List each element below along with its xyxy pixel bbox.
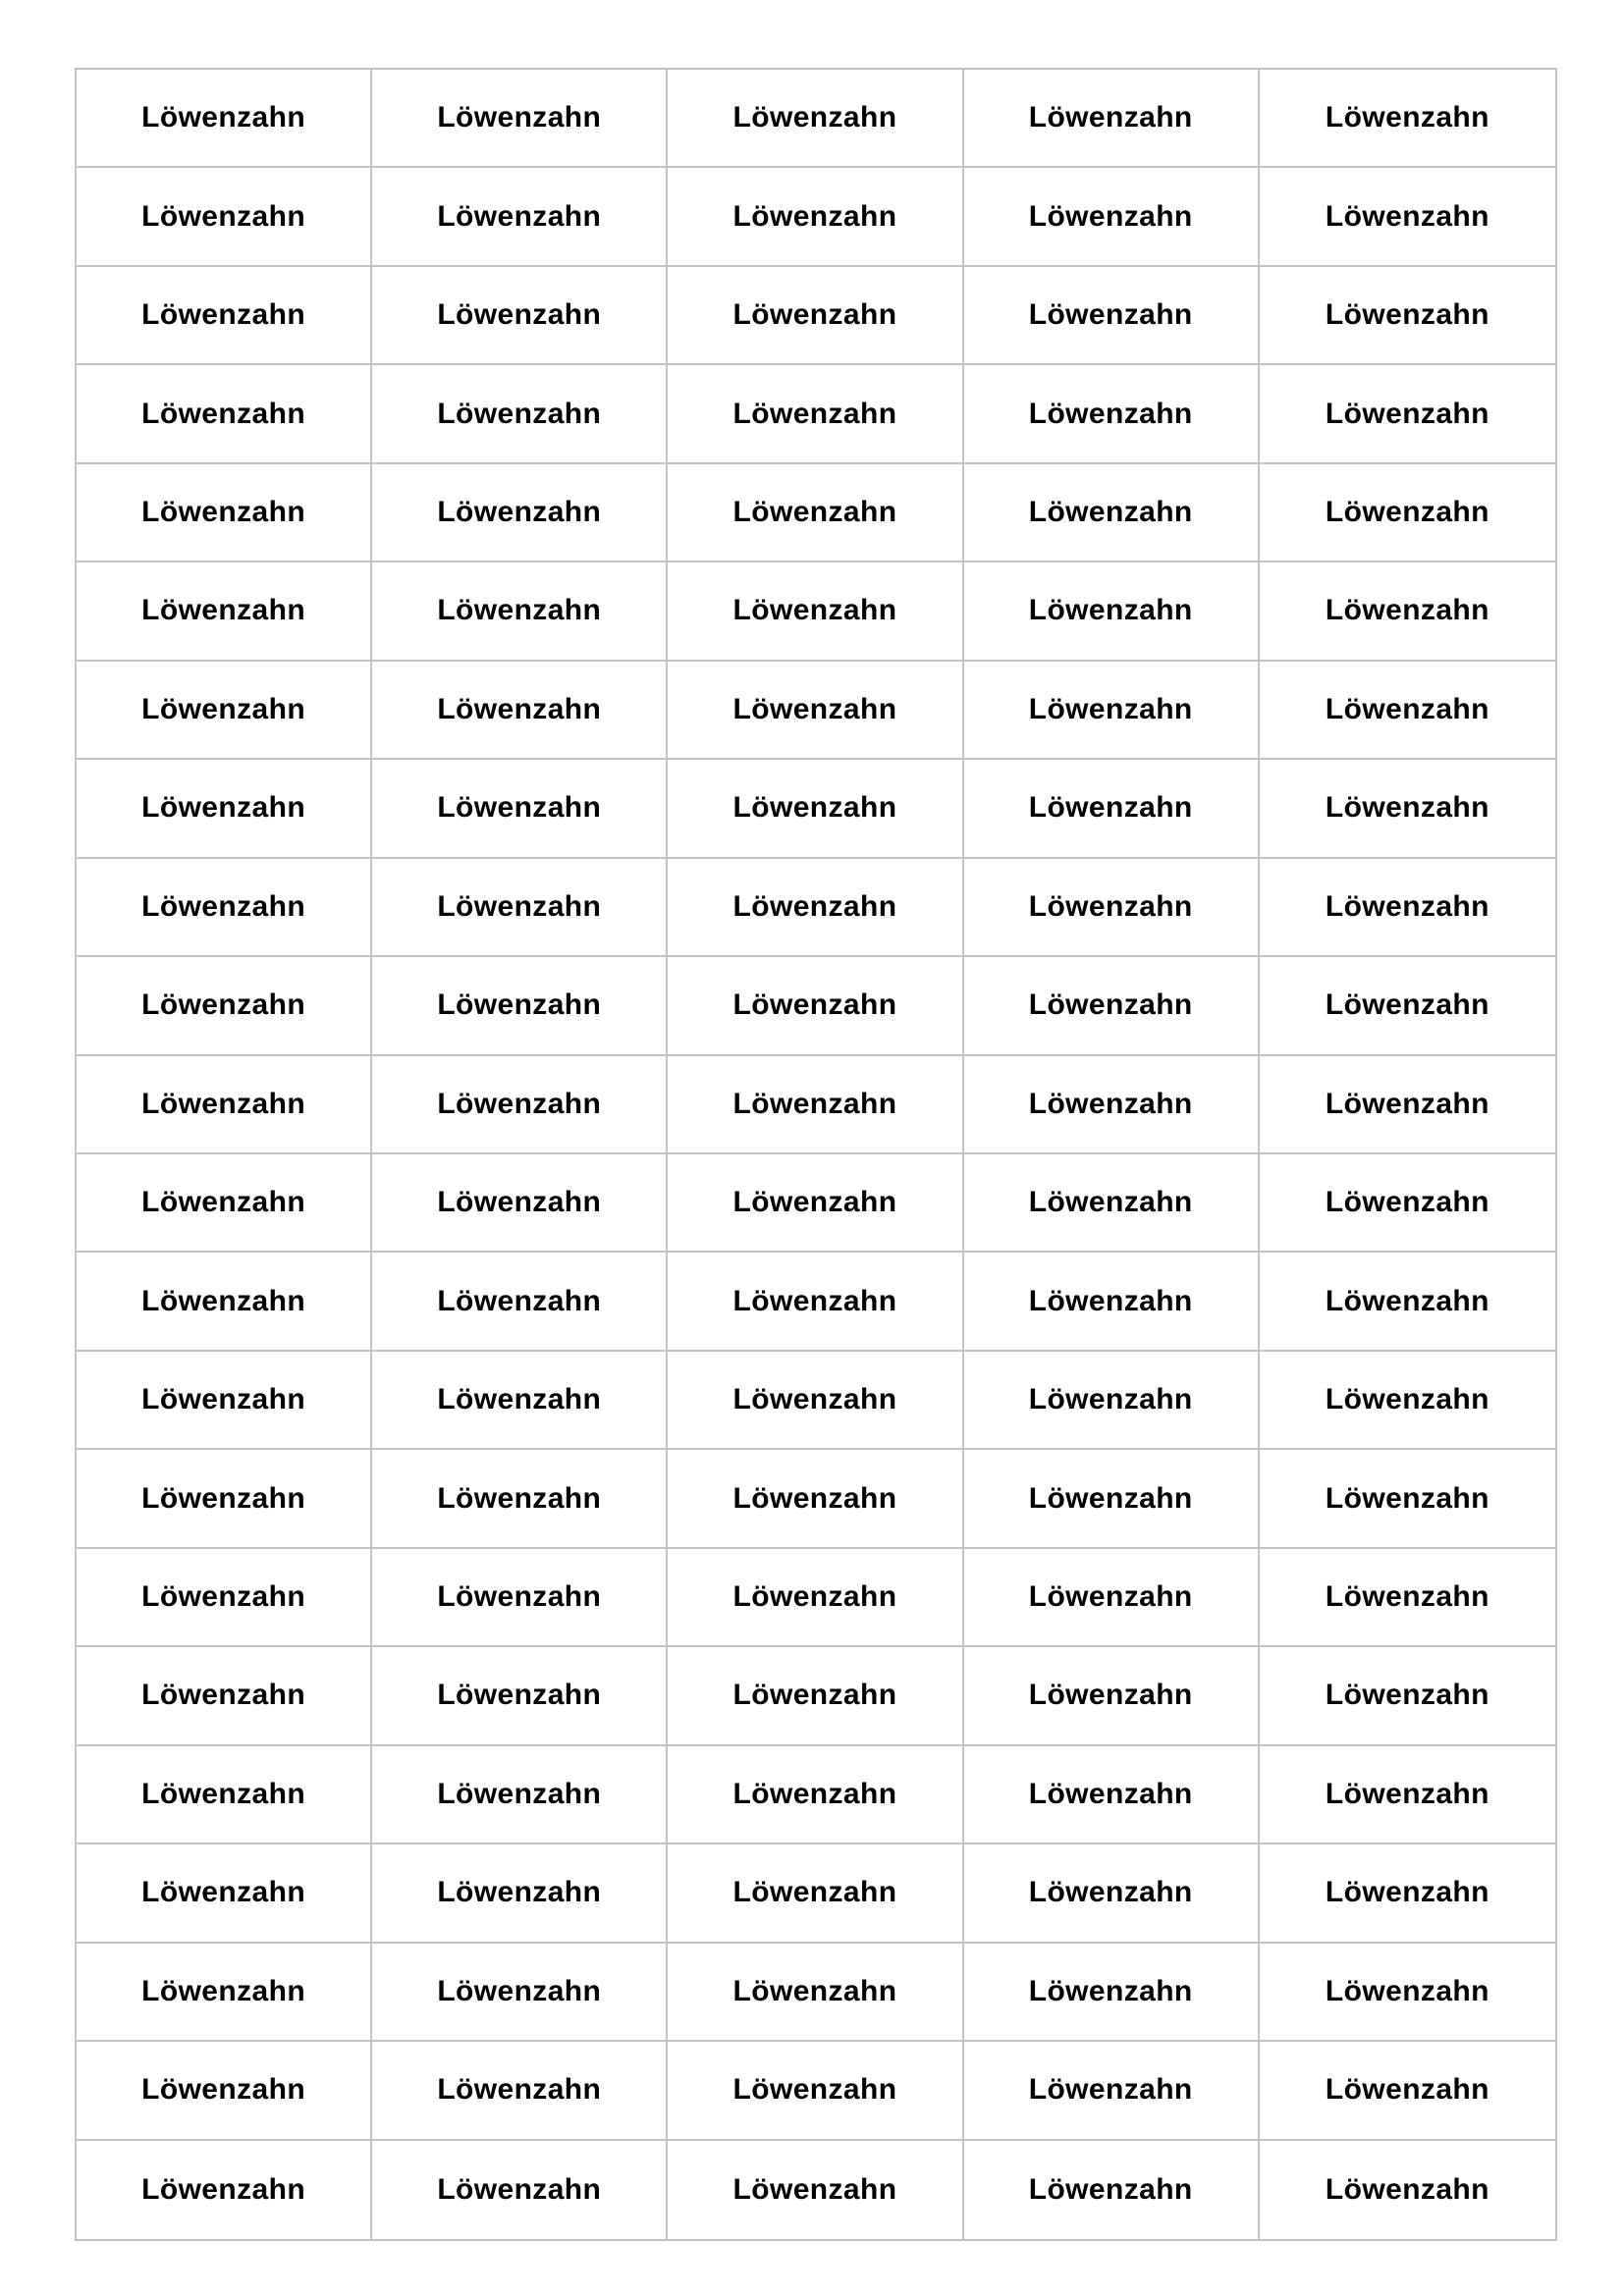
table-cell-label: Löwenzahn [1260,1056,1555,1154]
table-cell-label: Löwenzahn [372,1944,668,2042]
table-cell-label: Löwenzahn [372,760,668,858]
table-cell-label: Löwenzahn [964,859,1260,957]
table-cell-label: Löwenzahn [964,2141,1260,2239]
table-cell-label: Löwenzahn [1260,1549,1555,1647]
table-cell-label: Löwenzahn [1260,1450,1555,1548]
table-cell-label: Löwenzahn [1260,1844,1555,1943]
table-cell-label: Löwenzahn [77,1944,372,2042]
table-cell-label: Löwenzahn [964,1647,1260,1745]
table-cell-label: Löwenzahn [372,1844,668,1943]
table-cell-label: Löwenzahn [77,365,372,463]
table-cell-label: Löwenzahn [372,1056,668,1154]
table-cell-label: Löwenzahn [77,1647,372,1745]
table-cell-label: Löwenzahn [1260,760,1555,858]
table-cell-label: Löwenzahn [372,1450,668,1548]
table-cell-label: Löwenzahn [668,70,963,168]
table-cell-label: Löwenzahn [964,464,1260,562]
table-cell-label: Löwenzahn [668,168,963,266]
table-cell-label: Löwenzahn [77,1253,372,1351]
table-cell-label: Löwenzahn [77,662,372,760]
table-cell-label: Löwenzahn [77,1549,372,1647]
table-cell-label: Löwenzahn [1325,2172,1489,2206]
table-cell-label: Löwenzahn [1260,365,1555,463]
table-cell-label: Löwenzahn [77,1056,372,1154]
table-cell-label: Löwenzahn [964,168,1260,266]
table-cell-label: Löwenzahn [668,2042,963,2140]
table-cell-label: Löwenzahn [668,957,963,1055]
table-cell-label: Löwenzahn [964,1944,1260,2042]
table-cell-label: Löwenzahn [1260,464,1555,562]
table-cell-label: Löwenzahn [964,957,1260,1055]
table-cell-label: Löwenzahn [77,70,372,168]
table-cell-label: Löwenzahn [668,365,963,463]
table-cell-label: Löwenzahn [372,1647,668,1745]
table-cell-label: Löwenzahn [964,1352,1260,1450]
table-cell-label: Löwenzahn [372,2141,668,2239]
table-cell-label: Löwenzahn [1260,859,1555,957]
table-cell-label: Löwenzahn [1260,1944,1555,2042]
table-cell-label: Löwenzahn [77,1450,372,1548]
table-cell-label: Löwenzahn [1260,1253,1555,1351]
table-cell-label: Löwenzahn [668,1647,963,1745]
table-cell-label: Löwenzahn [77,859,372,957]
table-cell-label: Löwenzahn [77,2141,372,2239]
table-cell-label: Löwenzahn [77,760,372,858]
table-cell-label: Löwenzahn [1260,1746,1555,1844]
table-cell-label: Löwenzahn [77,957,372,1055]
table-cell-label: Löwenzahn [372,1549,668,1647]
table-cell-label: Löwenzahn [964,1450,1260,1548]
table-cell-label: Löwenzahn [1260,168,1555,266]
table-cell-label: Löwenzahn [77,267,372,365]
table-cell-label: Löwenzahn [372,168,668,266]
table-cell-label: Löwenzahn [1260,1154,1555,1253]
table-cell-label: Löwenzahn [668,859,963,957]
table-cell-label: Löwenzahn [372,1352,668,1450]
table-cell-label: Löwenzahn [372,562,668,661]
table-cell-label: Löwenzahn [372,464,668,562]
table-cell-label: Löwenzahn [668,464,963,562]
table-cell-label: Löwenzahn [668,1844,963,1943]
table-cell-label: Löwenzahn [1260,1352,1555,1450]
table-cell-label: Löwenzahn [372,267,668,365]
table-cell-label: Löwenzahn [964,1056,1260,1154]
table-cell-label: Löwenzahn [1260,1647,1555,1745]
table-cell-label: Löwenzahn [1260,267,1555,365]
table-cell-label: Löwenzahn [77,1844,372,1943]
table-cell-label: Löwenzahn [668,662,963,760]
table-cell-label: Löwenzahn [964,1746,1260,1844]
table-cell-label: Löwenzahn [964,562,1260,661]
table-cell-label: Löwenzahn [372,662,668,760]
table-cell-label: Löwenzahn [668,267,963,365]
table-cell-label: Löwenzahn [964,70,1260,168]
table-cell-label: Löwenzahn [668,1056,963,1154]
table-cell-label: Löwenzahn [964,267,1260,365]
table-cell-label: Löwenzahn [372,1154,668,1253]
table-cell-label: Löwenzahn [668,1944,963,2042]
table-cell-label: Löwenzahn [77,168,372,266]
table-cell-label: Löwenzahn [372,70,668,168]
table-cell-label: Löwenzahn [668,760,963,858]
table-cell-label: Löwenzahn [964,1549,1260,1647]
table-cell-label: Löwenzahn [372,1746,668,1844]
table-cell-label: Löwenzahn [964,365,1260,463]
table-cell-label: Löwenzahn [372,2042,668,2140]
table-cell-label: Löwenzahn [372,859,668,957]
table-cell-label: Löwenzahn [372,957,668,1055]
table-cell-label: Löwenzahn [964,1253,1260,1351]
table-cell-label: Löwenzahn [77,2042,372,2140]
table-cell-label: Löwenzahn [1260,70,1555,168]
table-cell-label: Löwenzahn [668,1253,963,1351]
table-cell-label: Löwenzahn [964,2042,1260,2140]
label-table [75,68,1557,2241]
table-cell-label: Löwenzahn [964,760,1260,858]
table-cell-label: Löwenzahn [668,562,963,661]
table-cell-label: Löwenzahn [1260,957,1555,1055]
table-cell-label: Löwenzahn [1260,662,1555,760]
table-cell-label: Löwenzahn [668,1352,963,1450]
table-cell-label: Löwenzahn [77,562,372,661]
table-cell-label: Löwenzahn [77,1352,372,1450]
table-cell-label: Löwenzahn [668,1450,963,1548]
table-cell-label: Löwenzahn [668,1154,963,1253]
table-cell-label: Löwenzahn [372,1253,668,1351]
table-cell-label: Löwenzahn [964,1154,1260,1253]
table-cell-label: Löwenzahn [77,1154,372,1253]
table-cell-label: Löwenzahn [1260,562,1555,661]
table-cell-label: Löwenzahn [668,2141,963,2239]
table-cell-label: Löwenzahn [77,464,372,562]
table-cell-label: Löwenzahn [668,1549,963,1647]
table-cell-label: Löwenzahn [372,365,668,463]
table-cell-label: Löwenzahn [964,662,1260,760]
table-cell-label: Löwenzahn [964,1844,1260,1943]
table-cell-label: Löwenzahn [668,1746,963,1844]
table-cell-label: Löwenzahn [77,1746,372,1844]
table-cell-label: Löwenzahn [1260,2042,1555,2140]
